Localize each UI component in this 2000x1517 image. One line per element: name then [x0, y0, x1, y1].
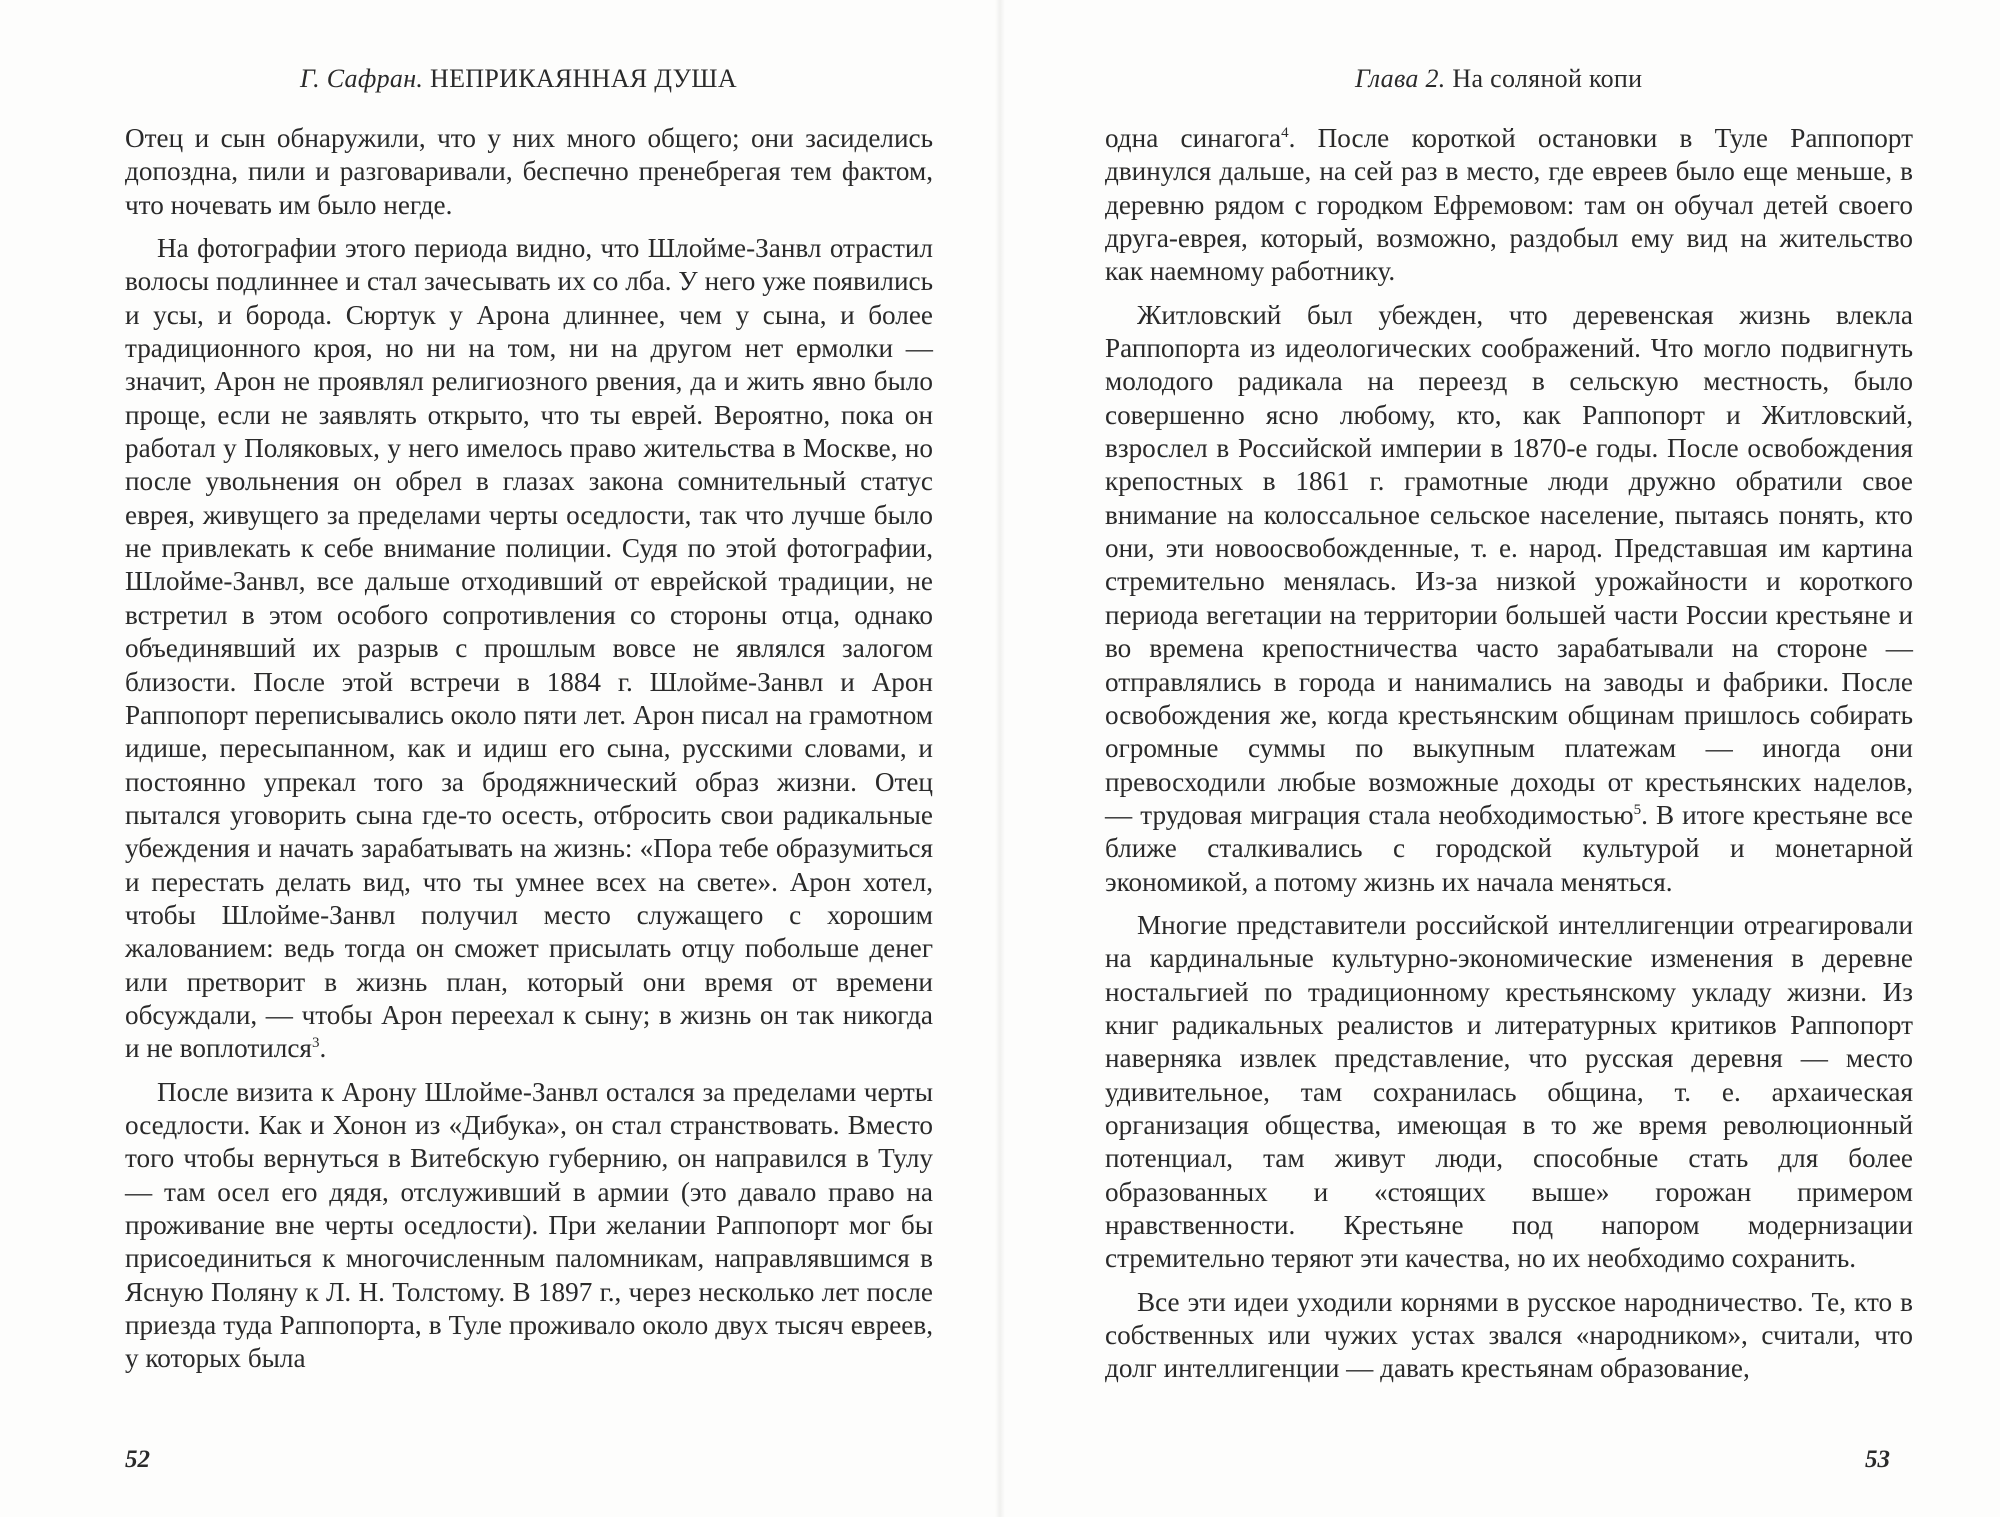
book-gutter: [995, 0, 1005, 1517]
paragraph-text: . После короткой остановки в Туле Раппопорт двинулся дальше, на сей раз в место, где евреев было еще меньше, в деревню рядом с городком Ефремовом: там он обучал детей своего друга-еврея, который, возможно, раздобыл ему вид на жительство как наемному работнику.: [1105, 123, 1913, 287]
paragraph: [125, 232, 933, 1066]
paragraph-text: . В итоге крестьяне все ближе сталкивались с городской культурой и монетарной экономикой, а потому жизнь их начала меняться.: [1105, 799, 1913, 897]
paragraph-text: На фотографии этого периода видно, что Шлойме-Занвл отрастил волосы подлиннее и стал зачесывать их со лба. У него уже появились и усы, и борода. Сюртук у Арона длиннее, чем у сына, и более традиционного кроя, но ни на том, ни на другом нет ермолки — значит, Арон не проявлял религиозного рвения, да и жить явно было проще, если не заявлять открыто, что ты еврей. Вероятно, пока он работал у Поляковых, у него имелось право жительства в Москве, но после увольнения он обрел в глазах закона сомнительный статус еврея, живущего за пределами черты оседлости, так что лучше было не привлекать к себе внимание полиции. Судя по этой фотографии, Шлойме-Занвл, все дальше отходивший от еврейской традиции, не встретил в этом особого сопротивления со стороны отца, однако объединявший их разрыв с прошлым вовсе не являлся залогом близости. После этой встречи в 1884 г. Шлойме-Занвл и Арон Раппопорт переписывались около пяти лет. Арон писал на грамотном идише, пересыпанном, как и идиш его сына, русскими словами, и постоянно упрекал того за бродяжнический образ жизни. Отец пытался уговорить сына где-то осесть, отбросить свои радикальные убеждения и начать зарабатывать на жизнь: «Пора тебе образумиться и перестать делать вид, что ты умнее всех на свете». Арон хотел, чтобы Шлойме-Занвл получил место служащего с хорошим жалованием: ведь тогда он сможет присылать отцу побольше денег или претворит в жизнь план, который они время от времени обсуждали, — чтобы Арон переехал к сыну; в жизнь он так никогда и не воплотился: [125, 233, 933, 1064]
paragraph: Отец и сын обнаружили, что у них много общего; они засиделись допоздна, пили и разговаривали, беспечно пренебрегая тем фактом, что ночевать им было негде.: [125, 123, 933, 220]
paragraph: [1105, 122, 1913, 289]
paragraph-text: Житловский был убежден, что деревенская жизнь влекла Раппопорта из идеологических соображений. Что могло подвигнуть молодого радикала на переезд в сельскую местность, было совершенно ясно любому, кто, как Раппопорт и Житловский, взрослел в Российской империи в 1870-е годы. После освобождения крепостных в 1861 г. грамотные люди дружно обратили свое внимание на колоссальное сельское население, пытаясь понять, кто они, эти новоосвобожденные, т. е. народ. Представшая им картина стремительно менялась. Из-за низкой урожайности и короткого периода вегетации на территории большей части России крестьяне и во времена крепостничества часто зарабатывали на стороне — отправлялись в города и нанимались на заводы и фабрики. После освобождения же, когда крестьянским общинам пришлось собирать огромные суммы по выкупным платежам — иногда они превосходили любые возможные доходы от крестьянских наделов, — трудовая миграция стала необходимостью: [1105, 299, 1913, 830]
paragraph: [1105, 299, 1913, 899]
running-head-author: Г. Сафран.: [300, 64, 424, 93]
page-number-right: 53: [1865, 1446, 1890, 1473]
paragraph-text: одна синагога: [1105, 123, 1282, 153]
right-running-head: [1355, 64, 1642, 94]
paragraph: Многие представители российской интеллигенции отреагировали на кардинальные культурно-экономические изменения в деревне ностальгией по традиционному крестьянскому укладу жизни. Из книг радикальных реалистов и литературных критиков Раппопорт наверняка извлек представление, что русская деревня — место удивительное, там сохранилась община, т. е. архаическая организация общества, имеющая в то же время революционный потенциал, там живут люди, способные стать для более образованных и «стоящих выше» горожан примером нравственности. Крестьяне под напором модернизации стремительно теряют эти качества, но их необходимо сохранить.: [1105, 909, 1913, 1274]
running-head-chapter: Глава 2.: [1355, 64, 1446, 93]
left-running-head: [300, 64, 737, 94]
running-head-book-title: НЕПРИКАЯННАЯ ДУША: [430, 64, 737, 93]
footnote-ref: 3: [311, 1035, 320, 1052]
footnote-ref: 5: [1633, 801, 1642, 818]
paragraph: Все эти идеи уходили корнями в русское народничество. Те, кто в собственных или чужих устах звался «народником», считали, что долг интеллигенции — давать крестьянам образование,: [1105, 1286, 1913, 1384]
left-page-body: [125, 122, 933, 1376]
running-head-chapter-title: На соляной копи: [1452, 64, 1643, 93]
left-page: [0, 0, 995, 1517]
right-page-body: [1105, 122, 1913, 1386]
sentence-end: .: [319, 1033, 327, 1064]
page-number-left: 52: [125, 1446, 150, 1473]
paragraph: После визита к Арону Шлойме-Занвл остался за пределами черты оседлости. Как и Хонон из «Дибука», он стал странствовать. Вместо того чтобы вернуться в Витебскую губернию, он направился в Тулу — там осел его дядя, отслуживший в армии (это давало право на проживание вне черты оседлости). При желании Раппопорт мог бы присоединиться к многочисленным паломникам, направлявшимся в Ясную Поляну к Л. Н. Толстому. В 1897 г., через несколько лет после приезда туда Раппопорта, в Туле проживало около двух тысяч евреев, у которых была: [125, 1076, 933, 1374]
footnote-ref: 4: [1281, 124, 1289, 141]
right-page: [1005, 0, 2000, 1517]
